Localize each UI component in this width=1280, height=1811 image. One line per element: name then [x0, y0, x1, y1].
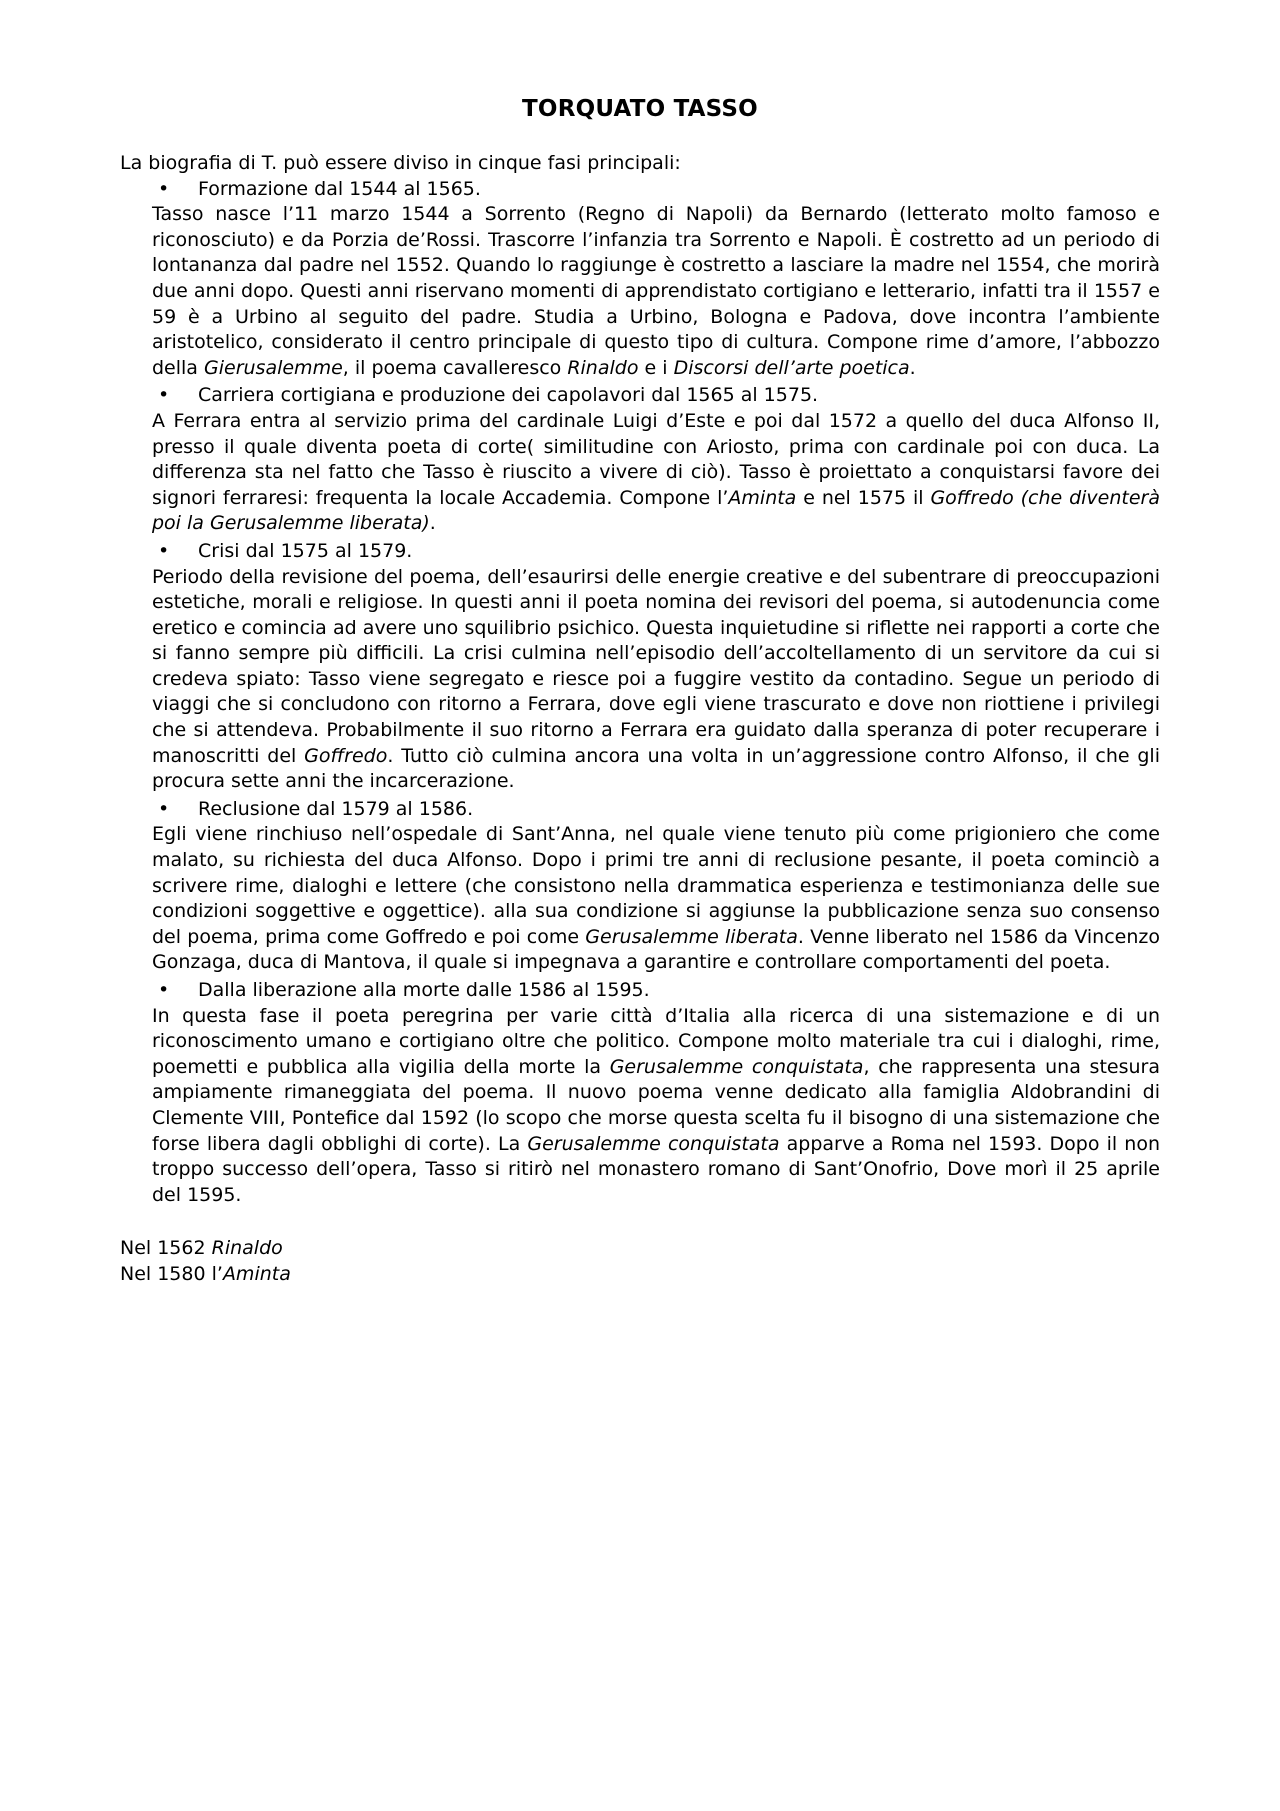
- bullet-icon: •: [158, 177, 170, 200]
- bullet-icon: •: [158, 539, 170, 562]
- document-body: [120, 151, 1160, 1287]
- bullet-icon: •: [158, 384, 170, 407]
- work-year: Nel 1580 l’: [120, 1262, 223, 1285]
- text-run: e nel 1575 il: [796, 486, 931, 509]
- italic-title: Rinaldo: [567, 356, 639, 379]
- text-run: . Tutto ciò culmina ancora una volta in un’aggressione contro Alfonso, il che gli procura sette anni the incarcerazione.: [152, 744, 1160, 793]
- work-title: Rinaldo: [211, 1236, 283, 1259]
- phase-heading-text: Formazione dal 1544 al 1565.: [198, 177, 481, 200]
- italic-title: Aminta: [728, 486, 797, 509]
- blank-line: [120, 1210, 1160, 1236]
- italic-title: Gierusalemme: [204, 356, 343, 379]
- italic-title: Goffredo (che diventerà poi la Gerusalemme liberata): [152, 486, 1160, 535]
- phase-paragraph: [152, 202, 1160, 381]
- work-year: Nel 1562: [120, 1236, 212, 1259]
- text-run: .: [909, 356, 916, 379]
- phase-heading: [120, 978, 1160, 1004]
- phase-heading-text: Dalla liberazione alla morte dalle 1586 al 1595.: [198, 979, 650, 1001]
- text-run: Egli viene rinchiuso nell’ospedale di Sant’Anna, nel quale viene tenuto più come prigioniero che come malato, su richiesta del duca Alfonso. Dopo i primi tre anni di reclusione pesante, il poeta cominciò a scrivere rime, dialoghi e lettere (che consistono nella drammatica esperienza e testimonianza delle sue condizioni soggettive e oggettice). alla sua condizione si aggiunse la pubblicazione senza suo consenso del poema, prima come Goffredo e poi come: [152, 823, 1160, 948]
- text-run: , il poema cavalleresco: [342, 356, 568, 379]
- italic-title: Gerusalemme liberata: [585, 925, 798, 948]
- bullet-icon: •: [158, 979, 170, 1001]
- text-run: . Venne liberato nel 1586 da Vincenzo Gonzaga, duca di Mantova, il quale si impegnava a garantire e controllare comportamenti del poeta.: [152, 925, 1160, 974]
- bullet-icon: •: [158, 797, 170, 820]
- text-run: In questa fase il poeta peregrina per varie città d’Italia alla ricerca di una sistemazione e di un riconoscimento umano e cortigiano oltre che politico. Compone molto materiale tra cui i dialoghi, rime, poemetti e pubblica alla vigilia della morte la: [152, 1004, 1160, 1078]
- phase-heading-text: Carriera cortigiana e produzione dei capolavori dal 1565 al 1575.: [198, 384, 819, 407]
- work-line: [120, 1262, 1160, 1288]
- text-run: .: [429, 512, 436, 535]
- phase-heading: [120, 539, 1160, 565]
- phase-paragraph: [152, 1004, 1160, 1209]
- italic-title: Discorsi dell’arte poetica: [673, 356, 910, 379]
- text-run: e i: [638, 356, 674, 379]
- text-run: A Ferrara entra al servizio prima del cardinale Luigi d’Este e poi dal 1572 a quello del duca Alfonso II, presso il quale diventa poeta di corte( similitudine con Ariosto, prima con cardinale poi con duca. La differenza sta nel fatto che Tasso è riuscito a vivere di ciò). Tasso è proiettato a conquistarsi favore dei signori ferraresi: frequenta la locale Accademia. Compone l’: [152, 409, 1160, 509]
- work-title: Aminta: [222, 1262, 291, 1285]
- phase-heading: [120, 383, 1160, 409]
- phase-paragraph: [152, 409, 1160, 537]
- document-title: TORQUATO TASSO: [522, 96, 758, 122]
- phase-heading: [120, 797, 1160, 823]
- text-run: Tasso nasce l’11 marzo 1544 a Sorrento (Regno di Napoli) da Bernardo (letterato molto famoso e riconosciuto) e da Porzia de’Rossi. Trascorre l’infanzia tra Sorrento e Napoli. È costretto ad un periodo di lontananza dal padre nel 1552. Quando lo raggiunge è costretto a lasciare la madre nel 1554, che morirà due anni dopo. Questi anni riservano momenti di apprendistato cortigiano e letterario, infatti tra il 1557 e 59 è a Urbino al seguito del padre. Studia a Urbino, Bologna e Padova, dove incontra l’ambiente aristotelico, considerato il centro principale di questo tipo di cultura. Compone rime d’amore, l’abbozzo della: [152, 203, 1160, 379]
- text-run: apparve a Roma nel 1593. Dopo il non troppo successo dell’opera, Tasso si ritirò nel monastero romano di Sant’Onofrio, Dove morì il 25 aprile del 1595.: [152, 1132, 1160, 1206]
- phase-heading: [120, 177, 1160, 203]
- text-run: Periodo della revisione del poema, dell’esaurirsi delle energie creative e del subentrare di preoccupazioni estetiche, morali e religiose. In questi anni il poeta nomina dei revisori del poema, si autodenuncia come eretico e comincia ad avere uno squilibrio psichico. Questa inquietudine si riflette nei rapporti a corte che si fanno sempre più difficili. La crisi culmina nell’episodio dell’accoltellamento di un servitore da cui si credeva spiato: Tasso viene segregato e riesce poi a fuggire vestito da contadino. Segue un periodo di viaggi che si concludono con ritorno a Ferrara, dove egli viene trascurato e dove non riottiene i privilegi che si attendeva. Probabilmente il suo ritorno a Ferrara era guidato dalla speranza di poter recuperare i manoscritti del: [152, 565, 1160, 767]
- phases-list: [120, 177, 1160, 1209]
- italic-title: Gerusalemme conquistata: [527, 1132, 780, 1155]
- text-run: , che rappresenta una stesura ampiamente rimaneggiata del poema. Il nuovo poema venne dedicato alla famiglia Aldobrandini di Clemente VIII, Pontefice dal 1592 (lo scopo che morse questa scelta fu il bisogno di una sistemazione che forse libera dagli obblighi di corte). La: [152, 1055, 1160, 1155]
- phase-heading-text: Reclusione dal 1579 al 1586.: [198, 797, 474, 820]
- works-list: [120, 1236, 1160, 1287]
- phase-paragraph: [152, 822, 1160, 976]
- italic-title: Goffredo: [304, 744, 388, 767]
- intro-paragraph: La biografia di T. può essere diviso in cinque fasi principali:: [120, 152, 681, 174]
- italic-title: Gerusalemme conquistata: [609, 1055, 864, 1078]
- phase-paragraph: [152, 565, 1160, 795]
- phase-heading-text: Crisi dal 1575 al 1579.: [198, 539, 413, 562]
- work-line: [120, 1236, 1160, 1262]
